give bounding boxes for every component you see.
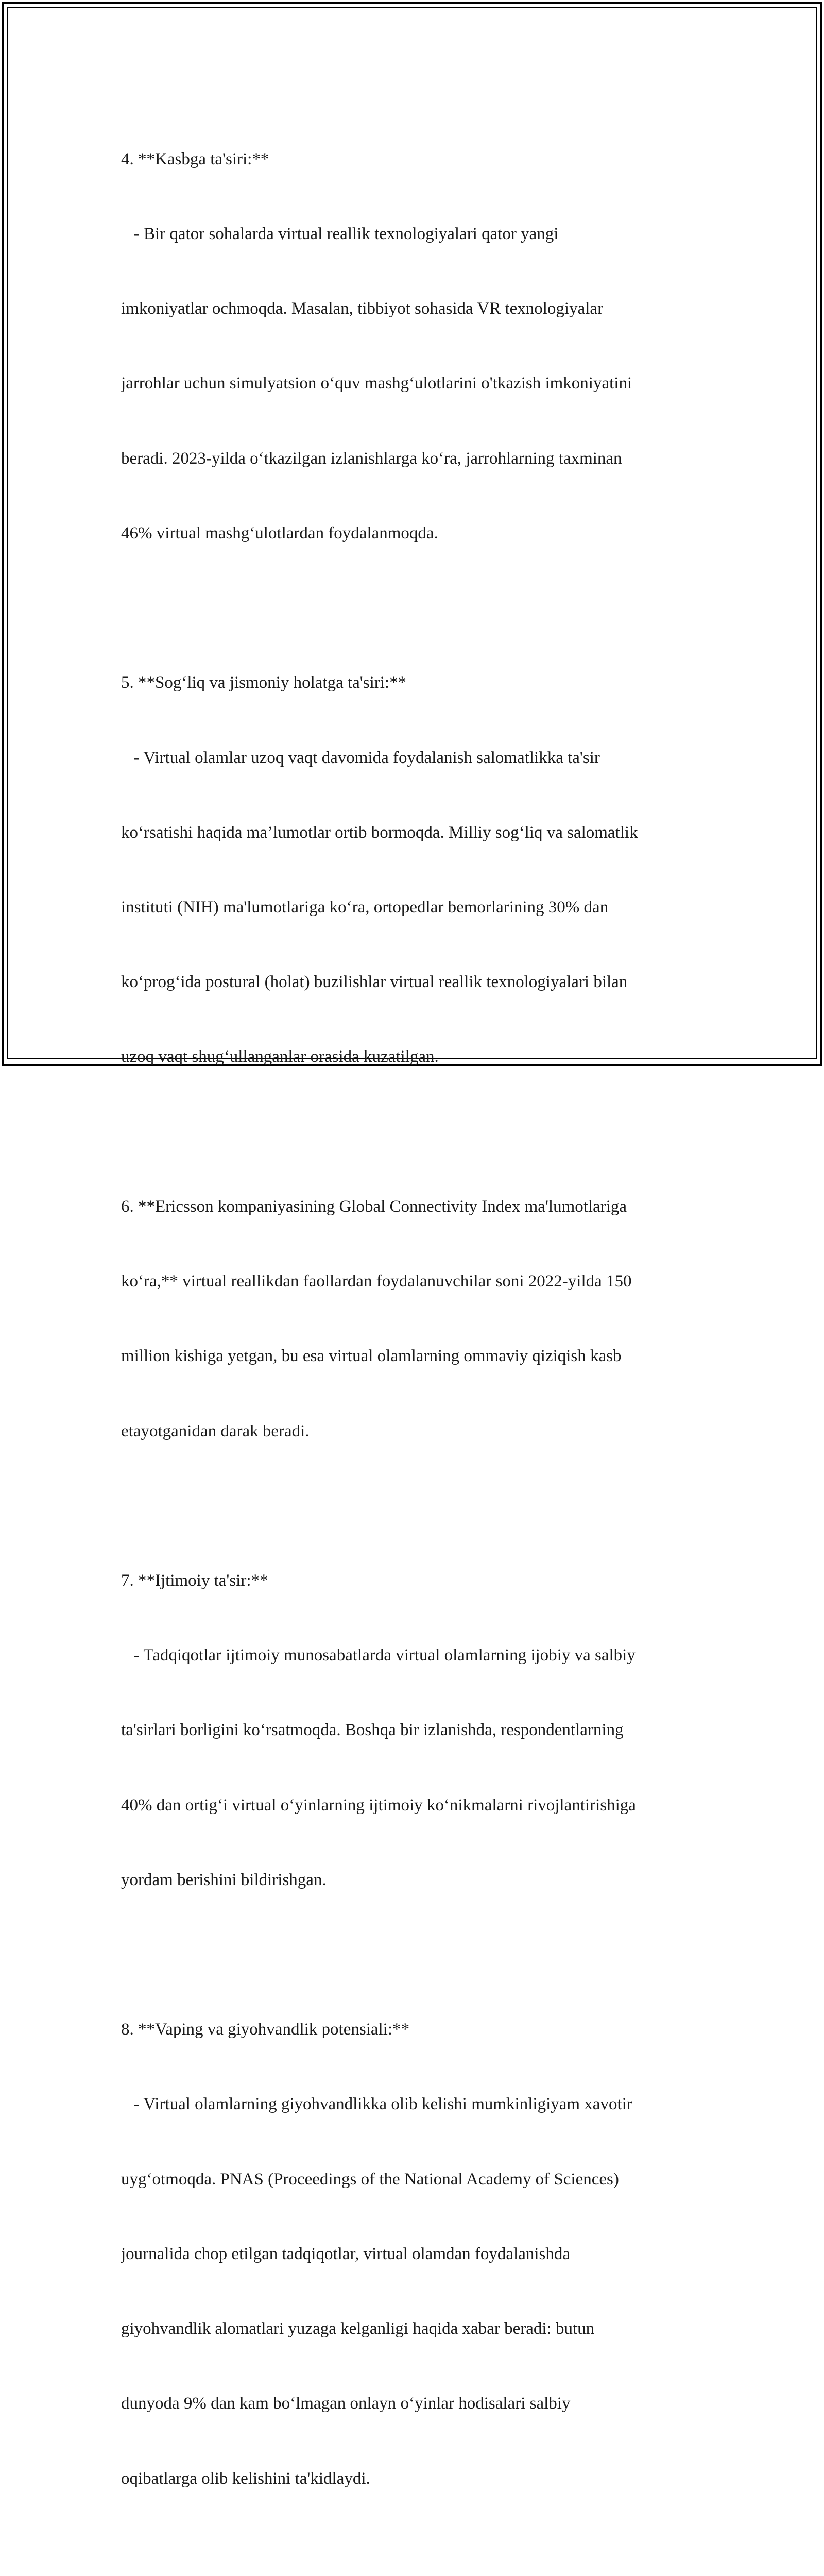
text-line: instituti (NIH) ma'lumotlariga ko‘ra, ortopedlar bemorlarining 30% dan [121,897,609,917]
text-line: ko‘ra,** virtual reallikdan faollardan foydalanuvchilar soni 2022-yilda 150 [121,1272,632,1291]
text-line: million kishiga yetgan, bu esa virtual olamlarning ommaviy qiziqish kasb [121,1347,622,1366]
text-line: imkoniyatlar ochmoqda. Masalan, tibbiyot sohasida VR texnologiyalar [121,299,604,318]
text-line: etayotganidan darak beradi. [121,1421,310,1440]
text-line: oqibatlarga olib kelishini ta'kidlaydi. [121,2469,370,2488]
text-line: 40% dan ortig‘i virtual o‘yinlarning ijtimoiy ko‘nikmalarni rivojlantirishiga [121,1795,636,1815]
text-line: - Tadqiqotlar ijtimoiy munosabatlarda virtual olamlarning ijobiy va salbiy [121,1646,636,1665]
text-line: jarrohlar uchun simulyatsion o‘quv mashg‘ulotlarini o'tkazish imkoniyatini [121,374,632,393]
text-line: journalida chop etilgan tadqiqotlar, virtual olamdan foydalanishda [121,2244,571,2263]
text-line: 4. **Kasbga ta'siri:** [121,149,269,168]
text-line: ta'sirlari borligini ko‘rsatmoqda. Boshqa bir izlanishda, respondentlarning [121,1721,624,1740]
text-line: 5. **Sog‘liq va jismoniy holatga ta'siri:** [121,673,407,692]
paragraph-ericsson [121,1144,708,1494]
text-line: uzoq vaqt shug‘ullanganlar orasida kuzatilgan. [121,1047,439,1066]
text-line: 6. **Ericsson kompaniyasining Global Connectivity Index ma'lumotlariga [121,1197,627,1216]
text-line: giyohvandlik alomatlari yuzaga kelganligi haqida xabar beradi: butun [121,2319,595,2338]
paragraph-vaping [121,1967,708,2540]
text-line: - Bir qator sohalarda virtual reallik texnologiyalari qator yangi [121,225,559,244]
text-line: ko‘prog‘ida postural (holat) buzilishlar virtual reallik texnologiyalari bilan [121,973,628,992]
paragraph-ijtimoiy-tasir [121,1518,708,1942]
text-line: - Virtual olamlarning giyohvandlikka olib kelishi mumkinligiyam xavotir [121,2095,632,2114]
paragraph-kasbga-tasiri [121,97,708,596]
paragraph-conclusion [121,2566,708,2576]
text-line: 46% virtual mashg‘ulotlardan foydalanmoqda. [121,523,438,543]
document-body [121,97,708,2576]
text-line: dunyoda 9% dan kam bo‘lmagan onlayn o‘yinlar hodisalari salbiy [121,2394,571,2413]
text-line: - Virtual olamlar uzoq vaqt davomida foydalanish salomatlikka ta'sir [121,748,600,767]
paragraph-sogliq-tasiri [121,621,708,1120]
text-line: beradi. 2023-yilda o‘tkazilgan izlanishlarga ko‘ra, jarrohlarning taxminan [121,449,622,468]
text-line: 7. **Ijtimoiy ta'sir:** [121,1571,268,1590]
text-line: uyg‘otmoqda. PNAS (Proceedings of the National Academy of Sciences) [121,2170,619,2189]
text-line: ko‘rsatishi haqida ma’lumotlar ortib bormoqda. Milliy sog‘liq va salomatlik [121,823,638,842]
text-line: yordam berishini bildirishgan. [121,1870,327,1889]
text-line: 8. **Vaping va giyohvandlik potensiali:** [121,2020,410,2039]
